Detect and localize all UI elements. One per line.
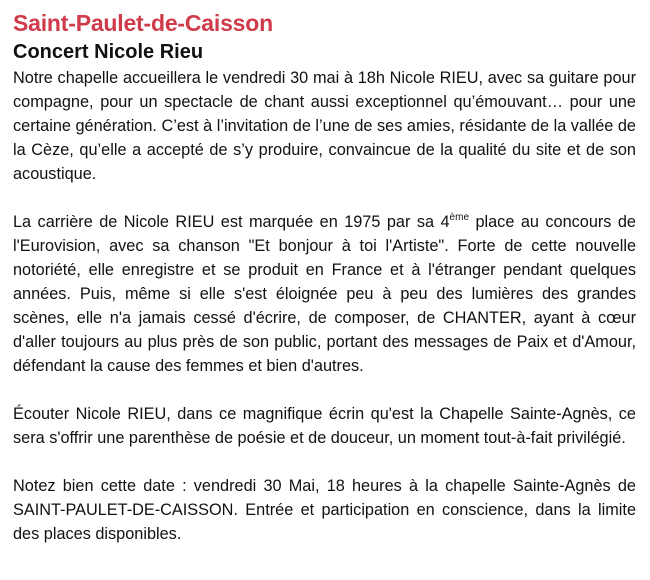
- career-text-start: La carrière de Nicole RIEU est marquée en 1975 par sa 4: [13, 213, 450, 231]
- article-title: Concert Nicole Rieu: [13, 41, 204, 63]
- career-text-end: place au concours de l'Eurovision, avec sa chanson "Et bonjour à toi l'Artiste". Forte de cette nouvelle notoriété, elle enregistre et se produit en France et à l'étranger pendant quelques années. Puis, même si elle s'est éloignée peu à peu des lumières des grandes scènes, elle n'a jamais cessé d'écrire, de composer, de CHANTER, ayant à cœur d'aller toujours au plus près de son public, portant des messages de Paix et d'Amour, défendant la cause des femmes et bien d'autres.: [13, 213, 636, 375]
- paragraph-career: [13, 210, 636, 378]
- paragraph-spacer: [13, 186, 636, 210]
- town-heading: Saint-Paulet-de-Caisson: [13, 10, 273, 36]
- paragraph-spacer: [13, 378, 636, 402]
- paragraph-date-info: Notez bien cette date : vendredi 30 Mai, 18 heures à la chapelle Sainte-Agnès de SAINT-PAULET-DE-CAISSON. Entrée et participation en conscience, dans la limite des places disponibles.: [13, 477, 636, 543]
- paragraph-listen: Écouter Nicole RIEU, dans ce magnifique écrin qu'est la Chapelle Sainte-Agnès, ce sera s'offrir une parenthèse de poésie et de douceur, un moment tout-à-fait privilégié.: [13, 405, 636, 447]
- paragraph-intro: Notre chapelle accueillera le vendredi 30 mai à 18h Nicole RIEU, avec sa guitare pour compagne, pour un spectacle de chant aussi exceptionnel qu’émouvant… pour une certaine génération. C’est à l’invitation de l’une de ses amies, résidante de la vallée de la Cèze, qu’elle a accepté de s’y produire, convaincue de la qualité du site et de son acoustique.: [13, 69, 636, 183]
- ordinal-superscript: ème: [449, 211, 469, 223]
- paragraph-spacer: [13, 450, 636, 474]
